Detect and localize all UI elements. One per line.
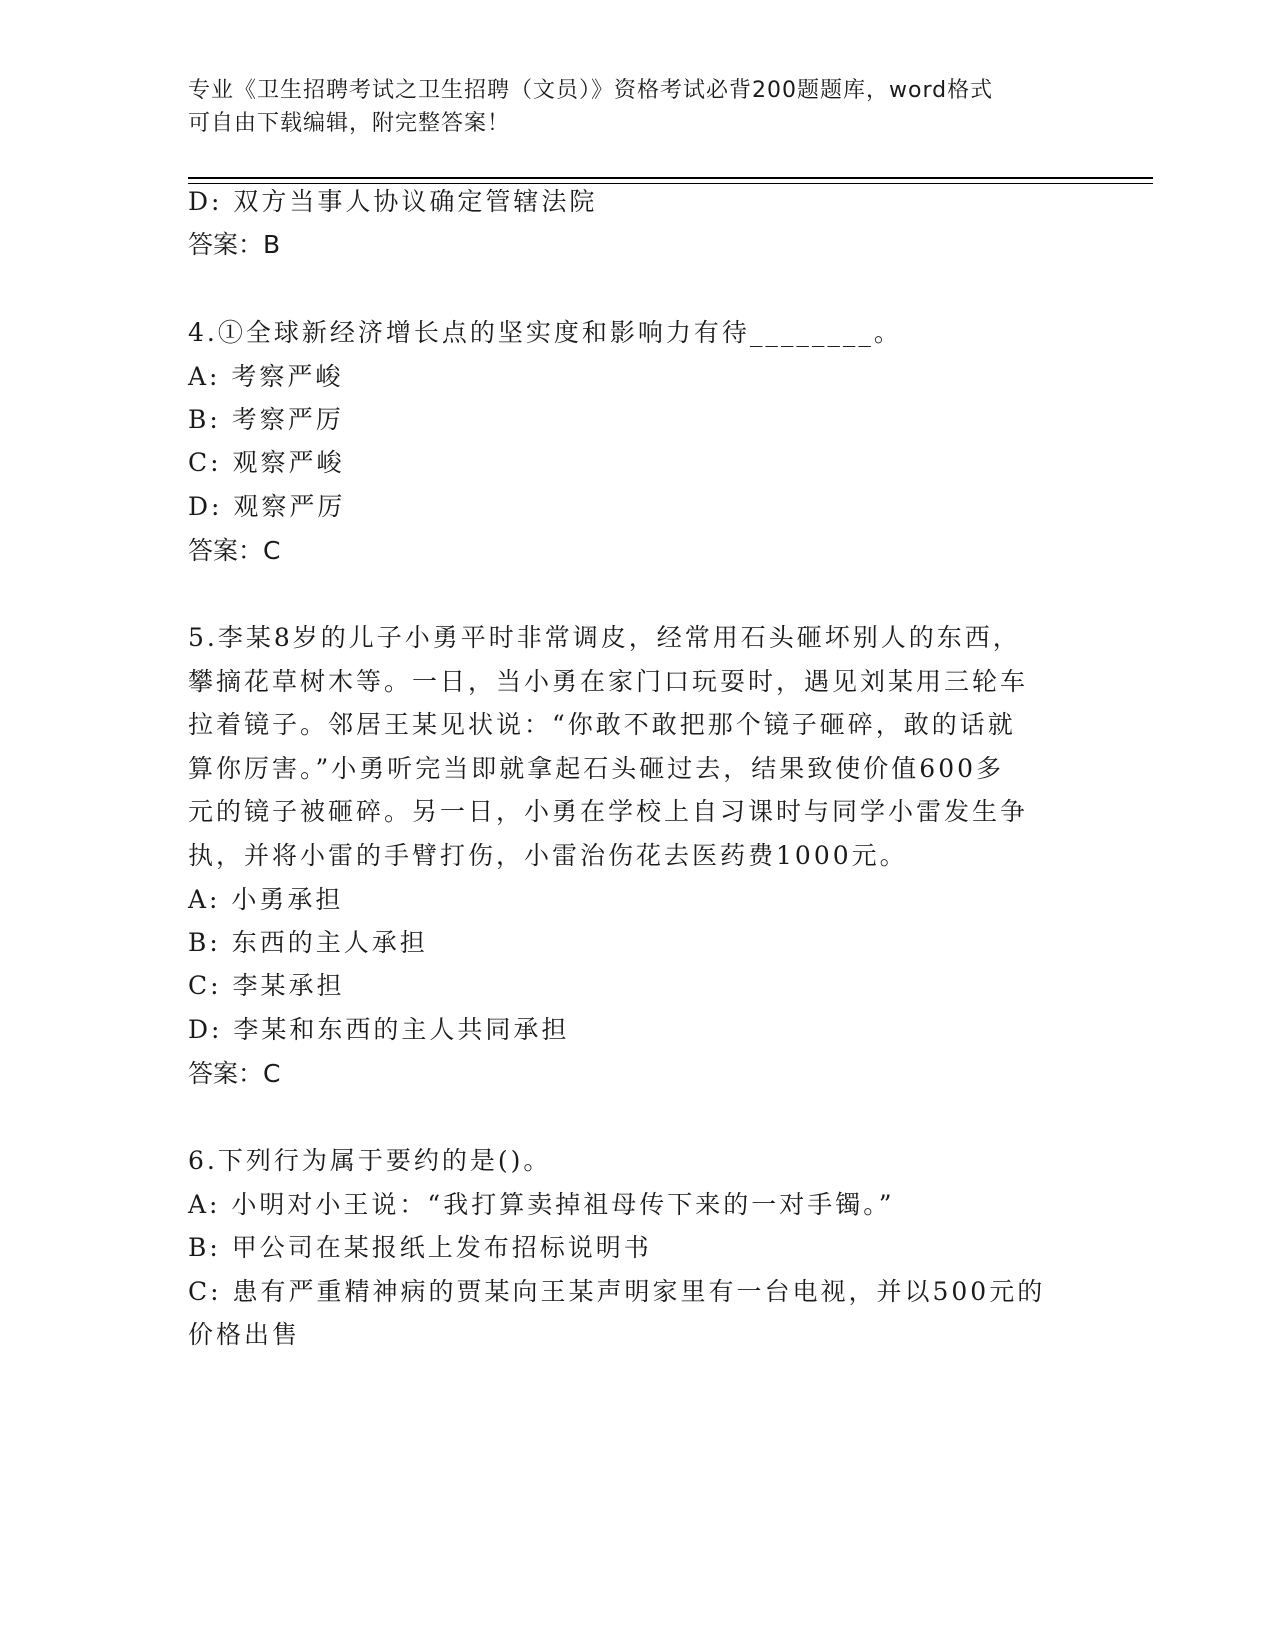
- q6-option-c-line: C: 患有严重精神病的贾某向王某声明家里有一台电视，并以500元的: [188, 1277, 1046, 1306]
- q6-option-c-line: 价格出售: [188, 1320, 301, 1349]
- q4-stem: 4.①全球新经济增长点的坚实度和影响力有待________。: [188, 318, 902, 347]
- header-line-2: 可自由下载编辑，附完整答案！: [188, 111, 511, 136]
- q6-option-a: A: 小明对小王说：“我打算卖掉祖母传下来的一对手镯。”: [188, 1190, 895, 1219]
- q5-stem-line: 拉着镜子。邻居王某见状说：“你敢不敢把那个镜子砸碎，敢的话就: [188, 710, 1016, 739]
- q5-stem-line: 算你厉害。”小勇听完当即就拿起石头砸过去，结果致使价值600多: [188, 754, 1005, 783]
- q4-option-b: B: 考察严厉: [188, 405, 344, 434]
- header-rule-thin: [188, 183, 1153, 184]
- q6-option-b: B: 甲公司在某报纸上发布招标说明书: [188, 1233, 652, 1262]
- document-header: [188, 74, 1088, 140]
- q4-option-c: C: 观察严峻: [188, 448, 345, 477]
- q3-answer: 答案：B: [188, 230, 281, 259]
- q3-option-d: D: 双方当事人协议确定管辖法院: [188, 187, 598, 216]
- q4-option-a: A: 考察严峻: [188, 362, 344, 391]
- q5-option-d: D: 李某和东西的主人共同承担: [188, 1015, 570, 1044]
- q5-stem-line: 执，并将小雷的手臂打伤，小雷治伤花去医药费1000元。: [188, 841, 908, 870]
- header-rule-thick: [188, 177, 1153, 179]
- q4-answer: 答案：C: [188, 536, 281, 565]
- q5-option-c: C: 李某承担: [188, 971, 345, 1000]
- header-line-1: 专业《卫生招聘考试之卫生招聘（文员）》资格考试必背200题题库，word格式: [188, 78, 994, 103]
- q5-stem-line: 5.李某8岁的儿子小勇平时非常调皮，经常用石头砸坏别人的东西，: [188, 623, 1021, 652]
- q5-stem-line: 攀摘花草树木等。一日，当小勇在家门口玩耍时，遇见刘某用三轮车: [188, 667, 1029, 696]
- q5-option-a: A: 小勇承担: [188, 885, 344, 914]
- q6-stem: 6.下列行为属于要约的是()。: [188, 1146, 552, 1175]
- q5-option-b: B: 东西的主人承担: [188, 928, 428, 957]
- q4-option-d: D: 观察严厉: [188, 492, 346, 521]
- q5-stem-line: 元的镜子被砸碎。另一日，小勇在学校上自习课时与同学小雷发生争: [188, 797, 1029, 826]
- q5-answer: 答案：C: [188, 1059, 281, 1088]
